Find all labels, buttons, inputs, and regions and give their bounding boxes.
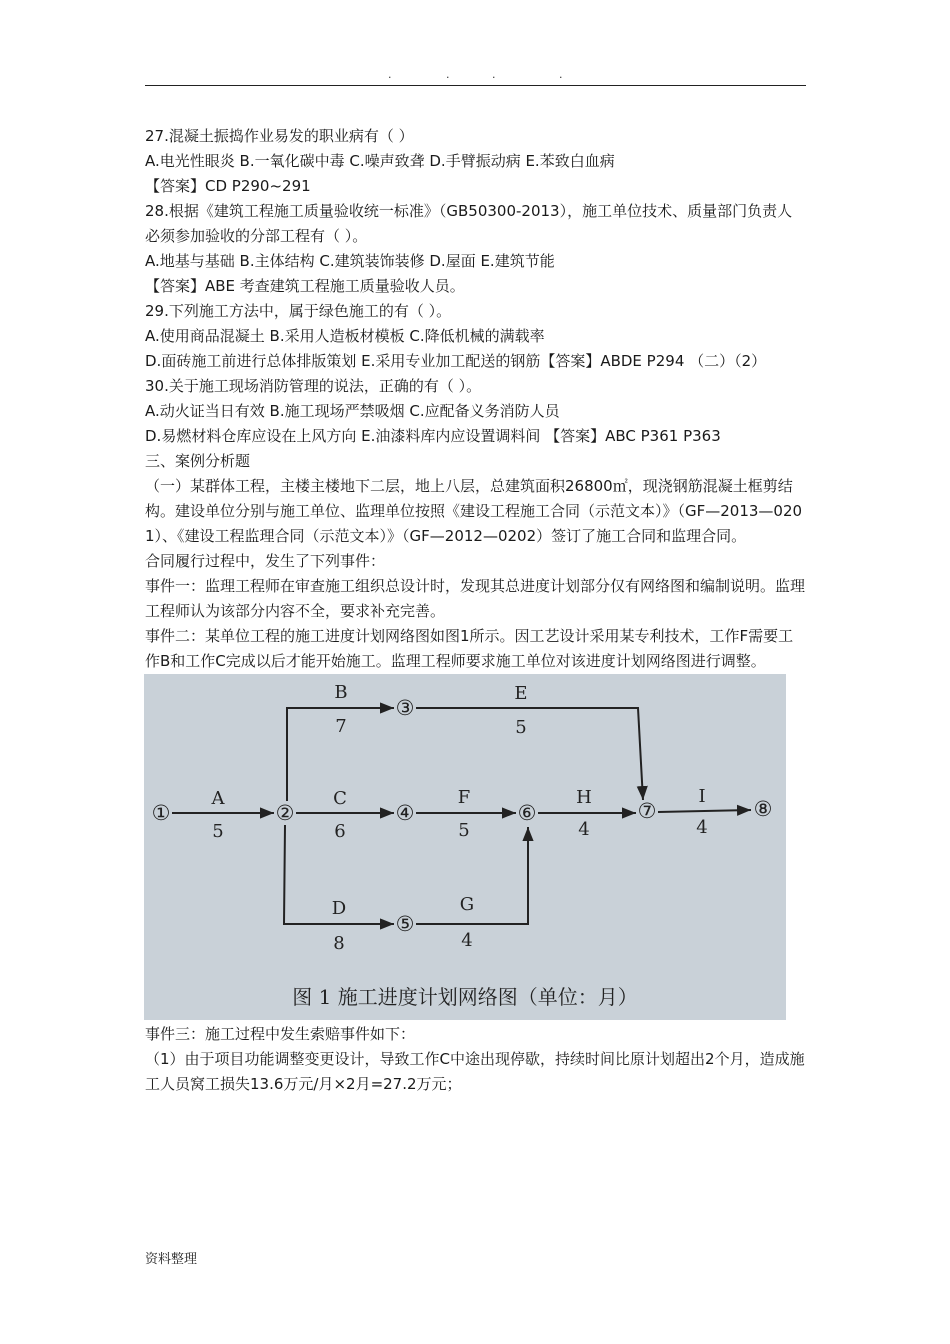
node-6: ⑥ [517,801,537,825]
arrow-e [416,708,643,800]
activity-i-label: I [698,786,706,807]
node-4: ④ [395,801,415,825]
question-27-answer: 【答案】CD P290~291 [145,177,311,195]
activity-i-duration: 4 [696,817,708,838]
node-2: ② [275,801,295,825]
activity-g-duration: 4 [461,930,473,951]
node-3: ③ [395,696,415,720]
activity-c-label: C [333,788,347,809]
activity-a-duration: 5 [212,821,224,842]
activity-a-label: A [211,788,225,809]
footer-note: 资料整理 [145,1252,198,1267]
document-body [145,124,807,1097]
activity-h-label: H [576,787,592,808]
network-diagram-svg [144,674,786,1020]
activity-f-duration: 5 [458,820,470,841]
event-three-item-1: （1）由于项目功能调整变更设计，导致工作C中途出现停歇，持续时间比原计划超出2个月，造成施工人员窝工损失13.6万元/月×2月=27.2万元； [145,1050,805,1093]
activity-d-duration: 8 [333,933,345,954]
header-dot: . [446,68,450,81]
question-29-options-1: A.使用商品混凝土 B.采用人造板材模板 C.降低机械的满载率 [145,327,545,345]
question-30: 30.关于施工现场消防管理的说法，正确的有（ ）。 [145,377,482,395]
header-rule [145,85,806,86]
question-27-options: A.电光性眼炎 B.一氧化碳中毒 C.噪声致聋 D.手臂振动病 E.苯致白血病 [145,152,615,170]
question-30-options-1: A.动火证当日有效 B.施工现场严禁吸烟 C.应配备义务消防人员 [145,402,560,420]
node-7: ⑦ [637,799,657,823]
header-dot: . [559,68,563,81]
header-dot: . [492,68,496,81]
node-8: ⑧ [753,797,773,821]
question-27: 27.混凝土振捣作业易发的职业病有（ ） [145,127,414,145]
event-two: 事件二：某单位工程的施工进度计划网络图如图1所示。因工艺设计采用某专利技术，工作F需要工作B和工作C完成以后才能开始施工。监理工程师要求施工单位对该进度计划网络图进行调整。 [145,627,794,670]
header-dot: . [388,68,392,81]
activity-b-duration: 7 [335,716,347,737]
case-events-intro: 合同履行过程中，发生了下列事件： [145,552,386,570]
question-30-options-2: D.易燃材料仓库应设在上风方向 E.油漆料库内应设置调料间 【答案】ABC P361 P363 [145,427,721,445]
arrow-i [658,810,751,812]
question-28: 28.根据《建筑工程施工质量验收统一标准》（GB50300-2013），施工单位技术、质量部门负责人必须参加验收的分部工程有（ ）。 [145,202,793,245]
question-28-options: A.地基与基础 B.主体结构 C.建筑装饰装修 D.屋面 E.建筑节能 [145,252,555,270]
event-one: 事件一：监理工程师在审查施工组织总设计时，发现其总进度计划部分仅有网络图和编制说明。监理工程师认为该部分内容不全，要求补充完善。 [145,577,806,620]
activity-e-label: E [514,683,528,704]
node-1: ① [151,801,171,825]
activity-f-label: F [457,787,471,808]
section-heading: 三、案例分析题 [145,452,251,470]
network-diagram [144,674,786,1020]
figure-caption: 图 1 施工进度计划网络图（单位：月） [292,985,638,1009]
activity-h-duration: 4 [578,819,590,840]
activity-e-duration: 5 [515,717,527,738]
question-28-answer: 【答案】ABE 考查建筑工程施工质量验收人员。 [145,277,465,295]
activity-b-label: B [334,682,348,703]
activity-c-duration: 6 [334,821,346,842]
question-29: 29.下列施工方法中，属于绿色施工的有（ ）。 [145,302,452,320]
activity-d-label: D [331,898,347,919]
question-29-options-2: D.面砖施工前进行总体排版策划 E.采用专业加工配送的钢筋【答案】ABDE P294 （二）（2） [145,352,767,370]
activity-g-label: G [459,894,475,915]
event-three: 事件三：施工过程中发生索赔事件如下： [145,1025,416,1043]
case-intro: （一）某群体工程，主楼主楼地下二层，地上八层，总建筑面积26800㎡，现浇钢筋混凝土框剪结构。建设单位分别与施工单位、监理单位按照《建设工程施工合同（示范文本）》（GF—2013—0201）、《建设工程监理合同（示范文本）》（GF—2012—0202）签订了施工合同和监理合同。 [145,477,803,545]
node-5: ⑤ [395,912,415,936]
